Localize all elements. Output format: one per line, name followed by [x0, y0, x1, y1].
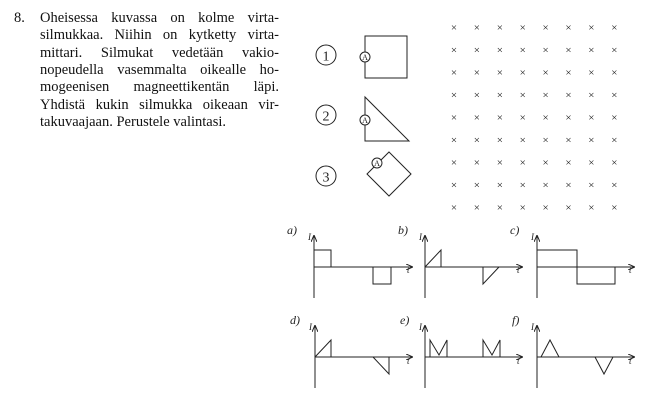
triangle-loop — [365, 97, 409, 141]
field-cross-icon: × — [519, 157, 526, 169]
graph-label: a) — [287, 223, 297, 237]
loop-2 — [316, 97, 409, 141]
field-cross-icon: × — [565, 22, 572, 34]
field-cross-icon: × — [450, 179, 458, 192]
loop-1 — [316, 36, 407, 78]
loop-number: 1 — [322, 49, 330, 65]
field-cross-icon: × — [519, 112, 526, 124]
field-cross-icon: × — [542, 202, 549, 214]
field-cross-icon: × — [450, 67, 458, 79]
problem-line: mittari. Silmukat vedetään vakio- — [40, 44, 279, 61]
field-cross-icon: × — [611, 89, 618, 102]
field-cross-icon: × — [519, 67, 526, 79]
field-cross-icon: × — [473, 44, 481, 57]
field-cross-icon: × — [450, 134, 458, 147]
graph-b — [398, 223, 522, 298]
field-cross-icon: × — [611, 112, 618, 124]
field-cross-icon: × — [565, 67, 572, 79]
graph-c — [510, 223, 634, 298]
y-axis-label: I — [419, 322, 422, 332]
y-axis-label: I — [309, 322, 312, 332]
current-curve — [315, 340, 331, 357]
x-axis-label: t — [629, 356, 632, 366]
y-axis-label: I — [531, 232, 534, 242]
current-curve — [595, 357, 613, 374]
field-cross-icon: × — [473, 112, 481, 124]
field-cross-icon: × — [496, 202, 503, 214]
field-cross-icon: × — [565, 134, 572, 147]
problem-line: nopeudella vasemmalta oikealle ho- — [40, 61, 279, 78]
current-curve — [373, 357, 389, 374]
field-cross-icon: × — [542, 157, 549, 169]
field-cross-icon: × — [565, 112, 572, 124]
graph-a — [287, 223, 412, 298]
field-cross-icon: × — [496, 89, 503, 102]
problem-line: mogeenisen magneettikentän läpi. — [40, 79, 279, 96]
field-cross-icon: × — [496, 179, 503, 192]
problem-line: Oheisessa kuvassa on kolme virta- — [40, 10, 279, 26]
field-cross-icon: × — [450, 44, 458, 57]
graph-label: e) — [400, 313, 410, 327]
x-axis-label: t — [517, 265, 520, 275]
field-cross-icon: × — [450, 22, 458, 34]
field-cross-icon: × — [588, 202, 595, 214]
field-cross-icon: × — [450, 157, 458, 169]
field-cross-icon: × — [542, 22, 549, 34]
field-cross-icon: × — [588, 44, 595, 57]
field-cross-icon: × — [473, 67, 481, 79]
problem-line: silmukkaa. Niihin on kytketty virta- — [40, 27, 279, 44]
field-cross-icon: × — [611, 44, 618, 57]
field-cross-icon: × — [611, 67, 618, 79]
x-axis-label: t — [517, 356, 520, 366]
loop-3 — [316, 152, 411, 196]
field-cross-icon: × — [519, 44, 526, 57]
problem-line: Yhdistä kukin silmukka oikeaan vir- — [40, 96, 279, 113]
ammeter-label: A — [362, 53, 368, 62]
y-axis-label: I — [531, 322, 534, 332]
field-cross-icon: × — [496, 112, 503, 124]
field-cross-icon: × — [565, 157, 572, 169]
field-cross-icon: × — [588, 22, 595, 34]
field-cross-icon: × — [473, 202, 481, 214]
field-cross-icon: × — [611, 157, 618, 169]
field-cross-icon: × — [496, 67, 503, 79]
graph-label: f) — [512, 313, 520, 327]
current-curve — [373, 267, 391, 284]
field-cross-icon: × — [519, 22, 526, 34]
current-curve — [430, 340, 447, 357]
field-cross-icon: × — [565, 179, 572, 192]
magnetic-field — [451, 22, 618, 214]
field-cross-icon: × — [473, 22, 481, 34]
field-cross-icon: × — [496, 22, 503, 34]
loop-number: 2 — [322, 109, 330, 125]
current-curve — [483, 340, 500, 357]
x-axis-label: t — [407, 356, 410, 366]
field-cross-icon: × — [588, 89, 595, 102]
current-curve — [541, 340, 559, 357]
field-cross-icon: × — [565, 202, 572, 214]
field-cross-icon: × — [542, 112, 549, 124]
y-axis-label: I — [419, 232, 422, 242]
field-cross-icon: × — [496, 44, 503, 57]
graph-label: b) — [398, 223, 408, 237]
field-cross-icon: × — [611, 179, 618, 192]
field-cross-icon: × — [542, 89, 549, 102]
field-cross-icon: × — [450, 202, 458, 214]
problem-line: takuvaajaan. Perustele valintasi. — [40, 113, 227, 130]
field-cross-icon: × — [450, 89, 458, 102]
field-cross-icon: × — [542, 44, 549, 57]
x-axis-label: t — [629, 265, 632, 275]
y-axis-label: I — [308, 232, 311, 242]
current-curve — [314, 250, 331, 267]
ammeter-label: A — [374, 159, 380, 168]
graph-label: d) — [290, 313, 300, 327]
problem-number: 8. — [14, 10, 25, 26]
field-cross-icon: × — [496, 134, 503, 147]
field-cross-icon: × — [588, 134, 595, 147]
ammeter-label: A — [362, 116, 368, 125]
square-loop — [365, 36, 407, 78]
x-axis-label: t — [407, 265, 410, 275]
field-cross-icon: × — [565, 89, 572, 102]
field-cross-icon: × — [450, 112, 458, 124]
field-cross-icon: × — [473, 157, 481, 169]
graph-e — [400, 313, 522, 388]
field-cross-icon: × — [473, 179, 481, 192]
field-cross-icon: × — [519, 89, 526, 102]
field-cross-icon: × — [473, 134, 481, 147]
field-cross-icon: × — [519, 202, 526, 214]
field-cross-icon: × — [473, 89, 481, 102]
current-curve — [425, 250, 441, 267]
field-cross-icon: × — [519, 179, 526, 192]
field-cross-icon: × — [542, 179, 549, 192]
field-cross-icon: × — [611, 134, 618, 147]
graph-d — [290, 313, 412, 388]
field-cross-icon: × — [588, 179, 595, 192]
field-cross-icon: × — [519, 134, 526, 147]
field-cross-icon: × — [611, 202, 618, 214]
field-cross-icon: × — [542, 134, 549, 147]
current-curve — [483, 267, 499, 284]
field-cross-icon: × — [588, 67, 595, 79]
field-cross-icon: × — [496, 157, 503, 169]
graph-label: c) — [510, 223, 520, 237]
field-cross-icon: × — [588, 112, 595, 124]
field-cross-icon: × — [565, 44, 572, 57]
graph-f — [512, 313, 634, 388]
field-cross-icon: × — [588, 157, 595, 169]
loop-number: 3 — [322, 170, 330, 186]
field-cross-icon: × — [542, 67, 549, 79]
field-cross-icon: × — [611, 22, 618, 34]
